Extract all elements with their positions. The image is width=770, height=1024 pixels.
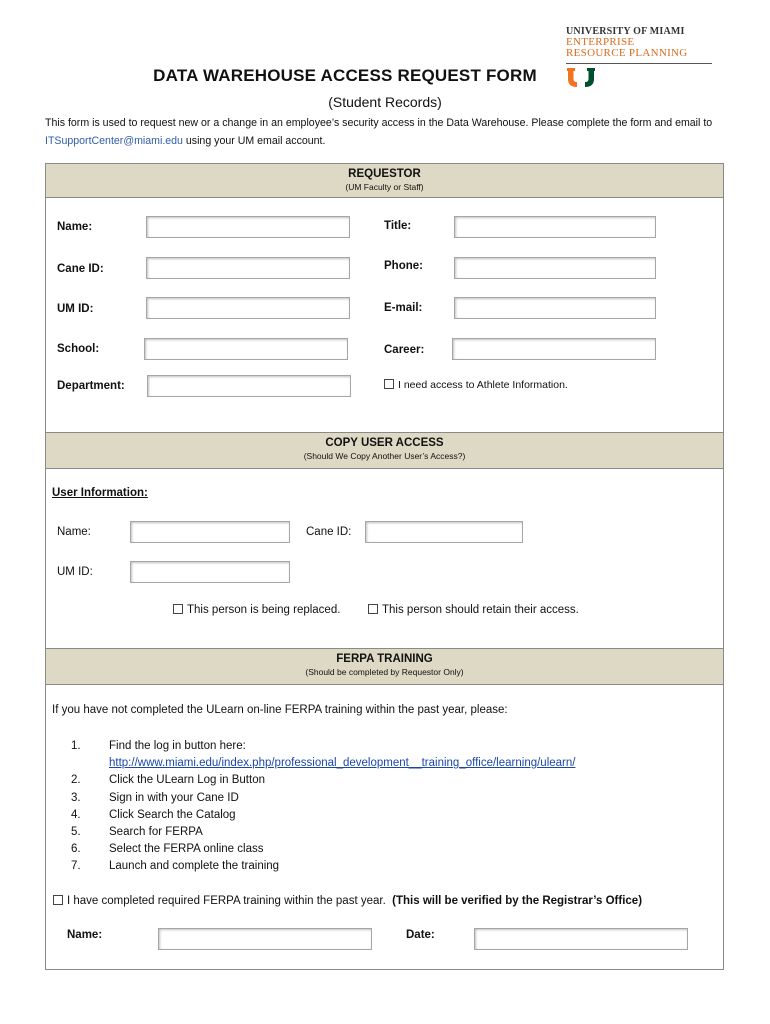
list-item <box>71 858 575 875</box>
checkbox-box-icon <box>384 379 394 389</box>
support-email: ITSupportCenter@miami.edu <box>45 135 183 147</box>
checkbox-box-icon <box>368 604 378 614</box>
ferpa-completed-label: I have completed required FERPA training within the past year. <box>67 895 386 907</box>
step-text: Click the ULearn Log in Button <box>109 774 265 787</box>
step-number: 2. <box>71 774 81 787</box>
intro-part2: using your UM email account. <box>182 135 326 147</box>
requestor-title-input[interactable] <box>454 216 656 238</box>
requestor-school-label: School: <box>57 343 100 355</box>
ferpa-header <box>46 649 723 685</box>
step-number: 6. <box>71 843 81 856</box>
copy-cane-id-input[interactable] <box>365 521 523 543</box>
requestor-heading: REQUESTOR <box>348 168 421 180</box>
copy-um-id-label: UM ID: <box>57 566 93 578</box>
intro-part1: This form is used to request new or a change in an employee’s security access in the Data Warehouse. Please complete the form and email to <box>45 117 713 129</box>
list-item <box>71 790 575 807</box>
list-item <box>71 755 575 772</box>
ferpa-intro: If you have not completed the ULearn on-line FERPA training within the past year, please: <box>52 704 508 716</box>
copy-name-label: Name: <box>57 526 91 538</box>
ferpa-completed-checkbox[interactable] <box>53 895 642 907</box>
step-text: Sign in with your Cane ID <box>109 791 239 804</box>
requestor-department-label: Department: <box>57 380 125 392</box>
ferpa-heading: FERPA TRAINING <box>336 653 433 665</box>
logo-dept-line2: RESOURCE PLANNING <box>566 47 688 59</box>
requestor-cane-id-input[interactable] <box>146 257 350 279</box>
copy-user-header <box>46 433 723 469</box>
step-number: 1. <box>71 740 81 752</box>
step-text: Launch and complete the training <box>109 860 280 873</box>
user-information-label: User Information: <box>52 487 148 499</box>
ferpa-name-label: Name: <box>67 929 103 941</box>
requestor-um-id-input[interactable] <box>146 297 350 319</box>
checkbox-box-icon <box>173 604 183 614</box>
page-title: DATA WAREHOUSE ACCESS REQUEST FORM <box>153 66 537 85</box>
list-item <box>71 807 575 824</box>
logo-divider <box>566 63 712 64</box>
registrar-verification-note: (This will be verified by the Registrar’s Office) <box>392 895 643 907</box>
list-item <box>71 824 575 841</box>
requestor-career-input[interactable] <box>452 338 656 360</box>
copy-user-heading: COPY USER ACCESS <box>325 437 444 449</box>
requestor-phone-input[interactable] <box>454 257 656 279</box>
step-text: Find the log in button here: <box>109 740 246 752</box>
page-subtitle: (Student Records) <box>328 94 442 110</box>
copy-cane-id-label: Cane ID: <box>306 526 352 538</box>
step-text: Search for FERPA <box>109 826 203 839</box>
step-number: 4. <box>71 808 81 821</box>
step-number: 3. <box>71 791 81 804</box>
retain-access-checkbox[interactable] <box>368 604 579 616</box>
person-replaced-checkbox[interactable] <box>173 604 340 616</box>
ulearn-link[interactable]: http://www.miami.edu/index.php/professional_development__training_office/learning/ulearn/ <box>109 757 576 770</box>
copy-name-input[interactable] <box>130 521 290 543</box>
ferpa-date-input[interactable] <box>474 928 688 950</box>
requestor-name-label: Name: <box>57 221 93 233</box>
checkbox-box-icon <box>53 895 63 905</box>
erp-logo <box>566 26 712 64</box>
requestor-email-input[interactable] <box>454 297 656 319</box>
requestor-um-id-label: UM ID: <box>57 303 94 315</box>
copy-um-id-input[interactable] <box>130 561 290 583</box>
athlete-access-label: I need access to Athlete Information. <box>398 379 568 391</box>
person-replaced-label: This person is being replaced. <box>187 604 341 616</box>
requestor-subheading: (UM Faculty or Staff) <box>345 182 424 192</box>
ferpa-steps-list <box>71 738 575 876</box>
ferpa-date-label: Date: <box>406 929 435 941</box>
requestor-email-label: E-mail: <box>384 302 423 314</box>
logo-university-text: UNIVERSITY OF MIAMI <box>566 26 685 37</box>
ferpa-name-input[interactable] <box>158 928 372 950</box>
requestor-cane-id-label: Cane ID: <box>57 263 104 275</box>
step-text: Select the FERPA online class <box>109 843 264 856</box>
step-text: Click Search the Catalog <box>109 808 236 821</box>
intro-text <box>45 114 730 150</box>
requestor-school-input[interactable] <box>144 338 348 360</box>
requestor-department-input[interactable] <box>147 375 351 397</box>
retain-access-label: This person should retain their access. <box>382 604 579 616</box>
logo-dept-line1: ENTERPRISE <box>566 36 635 48</box>
requestor-title-label: Title: <box>384 220 412 232</box>
requestor-name-input[interactable] <box>146 216 350 238</box>
list-item <box>71 738 575 755</box>
step-number: 5. <box>71 826 81 839</box>
list-item <box>71 841 575 858</box>
requestor-phone-label: Phone: <box>384 260 423 272</box>
step-number: 7. <box>71 860 81 873</box>
step-number <box>71 755 109 772</box>
ferpa-subheading: (Should be completed by Requestor Only) <box>305 667 464 677</box>
copy-user-subheading: (Should We Copy Another User’s Access?) <box>303 451 466 461</box>
requestor-career-label: Career: <box>384 344 425 356</box>
athlete-access-checkbox[interactable] <box>384 379 568 391</box>
requestor-header <box>46 164 723 198</box>
list-item <box>71 772 575 789</box>
